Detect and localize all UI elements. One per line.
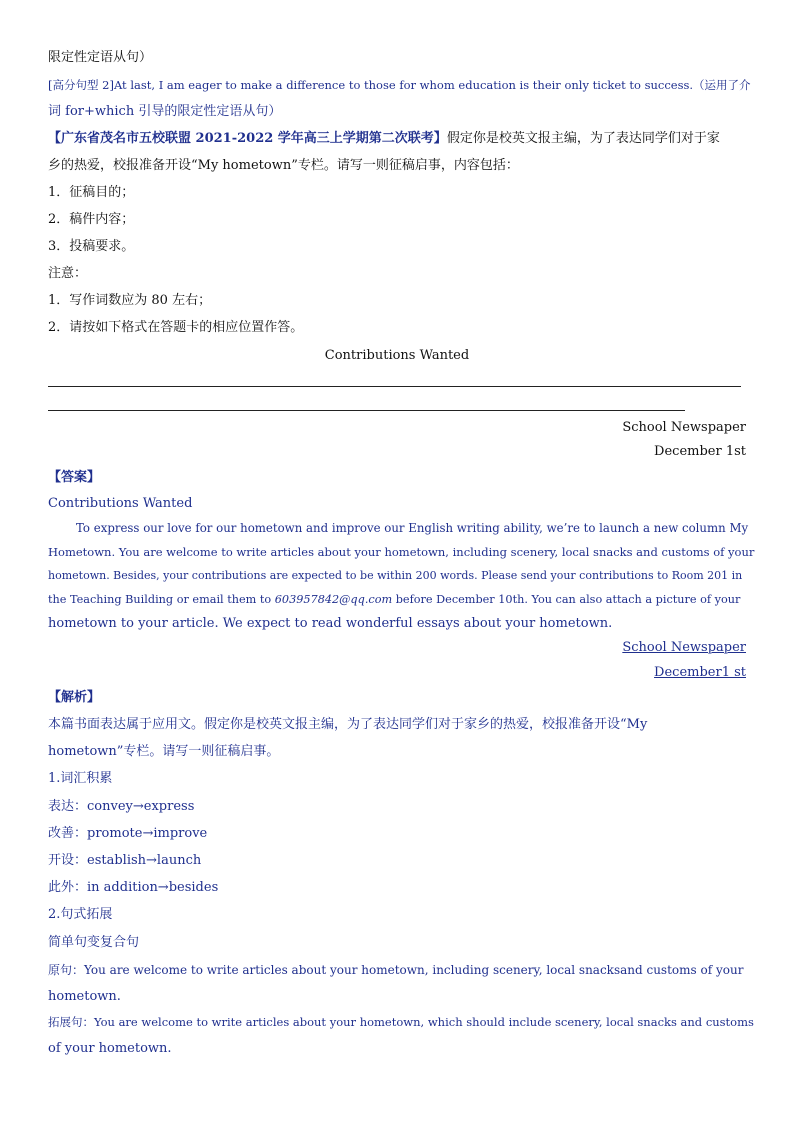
vocab-item: 改善：promote→improve bbox=[48, 826, 208, 841]
question-note-2: 2．请按如下格式在答题卡的相应位置作答。 bbox=[48, 320, 304, 335]
answer-label: 【答案】 bbox=[48, 470, 101, 485]
answer-line-c: hometown. Besides, your contributions are expected to be within 200 words. Please send your contributions to Room 201 in bbox=[48, 569, 743, 582]
extended-sentence-a: 拓展句：You are welcome to write articles about your hometown, which should include scenery, local snacks and customs bbox=[48, 1015, 754, 1029]
question-item-2: 2．稿件内容； bbox=[48, 212, 135, 227]
question-note-label: 注意： bbox=[48, 266, 88, 281]
original-sentence-a: 原句：You are welcome to write articles about your hometown, including scenery, local snacksand customs of your bbox=[48, 963, 744, 977]
vocab-heading: 1.词汇积累 bbox=[48, 771, 113, 786]
question-item-1: 1．征稿目的； bbox=[48, 185, 135, 200]
answer-line-d bbox=[48, 592, 740, 608]
answer-line-a: To express our love for our hometown and improve our English writing ability, we’re to launch a new column My bbox=[76, 521, 749, 535]
question-prompt-b: 乡的热爱，校报准备开设“My hometown”专栏。请写一则征稿启事，内容包括： bbox=[48, 158, 519, 173]
answer-title: Contributions Wanted bbox=[48, 496, 193, 511]
form-date: December 1st bbox=[654, 444, 746, 459]
top-line-2: [高分句型 2]At last, I am eager to make a difference to those for whom education is their only ticket to success.（运用了介 bbox=[48, 78, 751, 92]
answer-line-b: Hometown. You are welcome to write articles about your hometown, including scenery, local snacks and customs of your bbox=[48, 545, 755, 559]
extended-sentence-b: of your hometown. bbox=[48, 1041, 172, 1056]
form-signature: School Newspaper bbox=[622, 420, 746, 435]
answer-signature: School Newspaper bbox=[622, 640, 746, 655]
analysis-label: 【解析】 bbox=[48, 690, 101, 705]
answer-line-e: hometown to your article. We expect to read wonderful essays about your hometown. bbox=[48, 616, 613, 631]
answer-date: December1 st bbox=[654, 665, 746, 680]
answer-email: 603957842@qq.com bbox=[274, 593, 393, 606]
top-line-1: 限定性定语从句） bbox=[48, 50, 153, 65]
question-item-3: 3．投稿要求。 bbox=[48, 239, 135, 254]
sentence-heading: 2.句式拓展 bbox=[48, 907, 113, 922]
answer-line-d-head: the Teaching Building or email them to bbox=[48, 593, 275, 606]
form-title: Contributions Wanted bbox=[324, 348, 470, 363]
vocab-item: 表达：convey→express bbox=[48, 799, 195, 814]
question-note-1: 1．写作词数应为 80 左右； bbox=[48, 293, 212, 308]
answer-line-1 bbox=[48, 386, 741, 387]
answer-line-2 bbox=[48, 410, 685, 411]
question-line-1 bbox=[48, 131, 720, 147]
sentence-sub: 简单句变复合句 bbox=[48, 935, 140, 950]
vocab-item: 开设：establish→launch bbox=[48, 853, 202, 868]
question-source: 【广东省茂名市五校联盟 2021-2022 学年高三上学期第二次联考】 bbox=[48, 131, 447, 146]
analysis-intro-a: 本篇书面表达属于应用文。假定你是校英文报主编，为了表达同学们对于家乡的热爱，校报准备开设“My bbox=[48, 717, 648, 732]
answer-line-d-tail: before December 10th. You can also attach a picture of your bbox=[392, 593, 741, 606]
vocab-item: 此外：in addition→besides bbox=[48, 880, 219, 895]
question-prompt-a: 假定你是校英文报主编，为了表达同学们对于家 bbox=[446, 131, 720, 146]
top-line-3: 词 for+which 引导的限定性定语从句） bbox=[48, 104, 282, 119]
original-sentence-b: hometown. bbox=[48, 989, 121, 1004]
analysis-intro-b: hometown”专栏。请写一则征稿启事。 bbox=[48, 744, 280, 759]
